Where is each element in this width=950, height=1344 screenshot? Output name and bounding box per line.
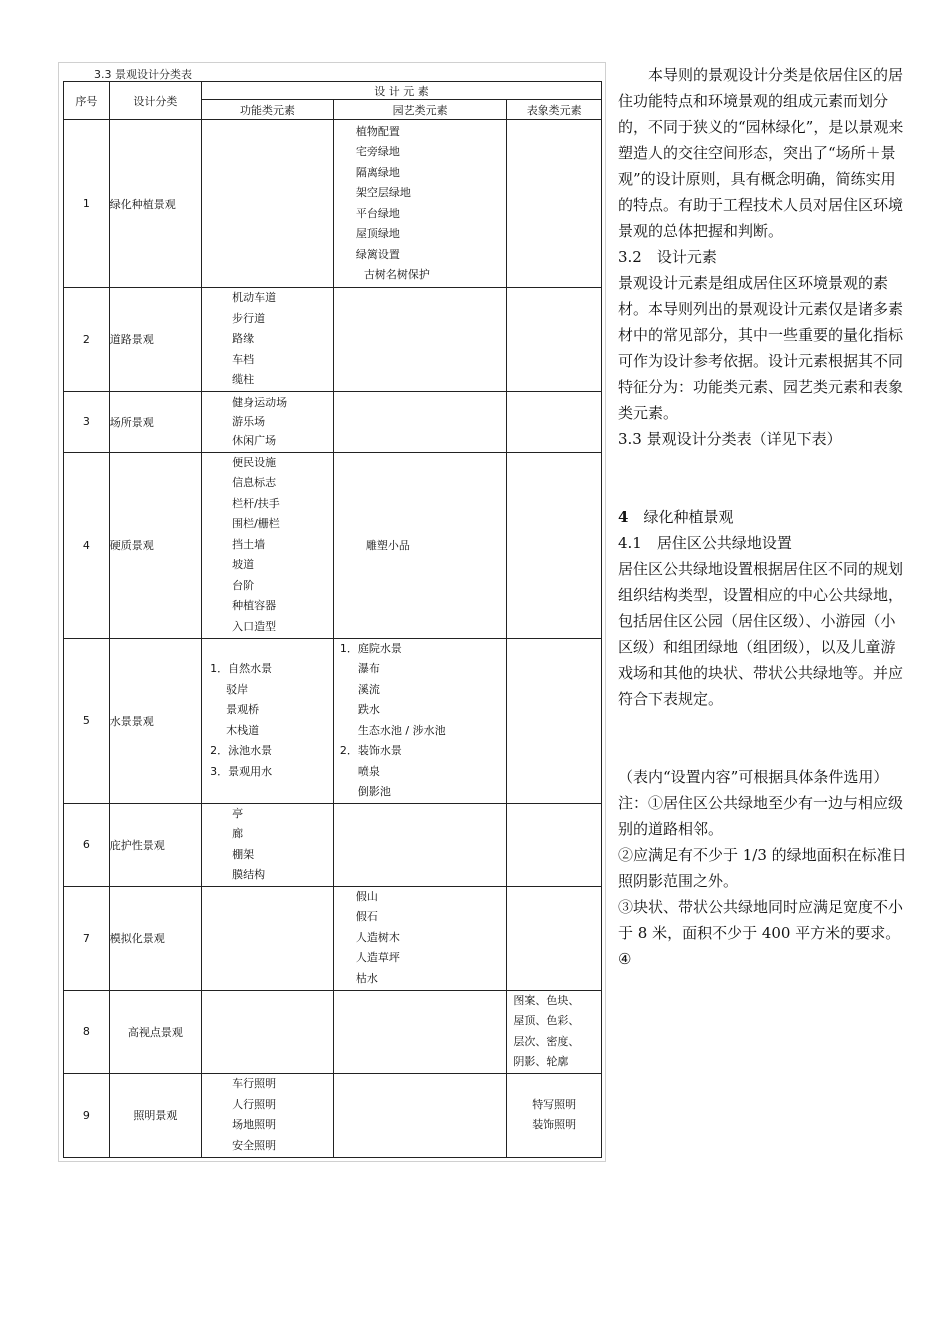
functional-item: 台阶	[232, 578, 255, 592]
garden-item: 雕塑小品	[365, 539, 410, 552]
row-no: 7	[64, 886, 110, 990]
garden-item: 倒影池	[357, 785, 391, 798]
row-category: 模拟化景观	[109, 886, 201, 990]
garden-item: 跌水	[357, 703, 380, 716]
table-row	[64, 1073, 602, 1157]
garden-cell	[333, 288, 506, 392]
row-category: 水景景观	[109, 638, 201, 803]
note-3: ③块状、带状公共绿地同时应满足宽度不小于 8 米，面积不少于 400 平方米的要求。	[618, 898, 904, 942]
header-elements: 设 计 元 素	[202, 82, 602, 100]
paragraph-public-green: 居住区公共绿地设置根据居住区不同的规划组织结构类型，设置相应的中心公共绿地，包括居住区公园（居住区级）、小游园（小区级）和组团绿地（组团级），以及儿童游戏场和其他的块状、带状公共绿地等。并应符合下表规定。	[618, 560, 904, 708]
garden-item: 溪流	[357, 682, 380, 696]
functional-item: 1．自然水景	[210, 662, 273, 675]
heading-4	[618, 504, 908, 530]
table-row	[64, 288, 602, 392]
header-symbolic: 表象类元素	[507, 100, 602, 120]
table-row	[64, 638, 602, 803]
garden-cell	[333, 391, 506, 452]
note-4: ④	[618, 950, 632, 968]
symbolic-cell	[507, 638, 602, 803]
functional-item: 驳岸	[226, 682, 249, 696]
paragraph-intro: 本导则的景观设计分类是依居住区的居住功能特点和环境景观的组成元素而划分的，不同于狭义的“园林绿化”，是以景观来塑造人的交往空间形态，突出了“场所＋景观”的设计原则，具有概念明确，简练实用的特点。有助于工程技术人员对居住区环境景观的总体把握和判断。	[618, 66, 904, 240]
row-category: 硬质景观	[109, 452, 201, 638]
symbolic-item: 特写照明	[532, 1097, 577, 1111]
functional-item: 缆柱	[232, 373, 255, 386]
garden-item: 屋顶绿地	[355, 227, 400, 240]
header-garden: 园艺类元素	[333, 100, 506, 120]
functional-item: 棚架	[232, 847, 255, 861]
header-functional: 功能类元素	[202, 100, 334, 120]
symbolic-cell	[507, 288, 602, 392]
garden-item: 瀑布	[357, 662, 380, 675]
functional-item: 2．泳池水景	[210, 744, 273, 757]
garden-cell	[333, 1073, 506, 1157]
paragraph-design-elements: 景观设计元素是组成居住区环境景观的素材。本导则列出的景观设计元素仅是诸多素材中的常见部分，其中一些重要的量化指标可作为设计参考依据。设计元素根据其不同特征分为：功能类元素、园艺类元素和表象类元素。	[618, 274, 904, 422]
symbolic-item: 屋顶、色彩、	[513, 1014, 580, 1027]
note-2: ②应满足有不少于 1/3 的绿地面积在标准日照阴影范围之外。	[618, 846, 907, 890]
functional-item: 亭	[232, 806, 244, 820]
row-no: 2	[64, 288, 110, 392]
symbolic-cell	[507, 452, 602, 638]
paragraph-table-note: （表内“设置内容”可根据具体条件选用）	[618, 768, 889, 786]
table-row	[64, 391, 602, 452]
garden-item: 2．装饰水景	[339, 744, 402, 757]
garden-item: 1．庭院水景	[339, 641, 402, 655]
functional-item: 围栏/栅栏	[232, 517, 280, 531]
row-no: 1	[64, 120, 110, 288]
garden-item: 绿篱设置	[355, 247, 400, 261]
table-row	[64, 990, 602, 1073]
functional-cell	[202, 120, 334, 288]
symbolic-item: 层次、密度、	[513, 1034, 580, 1048]
symbolic-cell	[507, 120, 602, 288]
garden-item: 平台绿地	[355, 206, 400, 220]
row-category: 场所景观	[109, 391, 201, 452]
row-category: 庇护性景观	[109, 803, 201, 886]
garden-item: 架空层绿地	[355, 186, 411, 199]
symbolic-item: 阴影、轮廓	[513, 1055, 569, 1068]
functional-item: 膜结构	[232, 868, 266, 881]
row-no: 5	[64, 638, 110, 803]
symbolic-cell	[507, 1073, 602, 1157]
functional-item: 种植容器	[232, 599, 277, 613]
symbolic-cell	[507, 803, 602, 886]
functional-cell	[202, 638, 334, 803]
garden-item: 人造草坪	[355, 951, 400, 965]
functional-cell	[202, 288, 334, 392]
functional-item: 场地照明	[232, 1118, 277, 1131]
row-no: 6	[64, 803, 110, 886]
functional-item: 景观桥	[226, 703, 260, 716]
functional-cell	[202, 1073, 334, 1157]
functional-item: 坡道	[232, 558, 255, 572]
heading-3-3: 3.3 景观设计分类表（详见下表）	[618, 430, 842, 448]
table-row	[64, 452, 602, 638]
symbolic-item: 图案、色块、	[513, 993, 580, 1007]
body-text-column	[618, 62, 908, 972]
garden-cell	[333, 638, 506, 803]
table-caption: 3.3 景观设计分类表	[94, 68, 192, 81]
garden-cell	[333, 803, 506, 886]
row-category: 照明景观	[109, 1073, 201, 1157]
symbolic-item: 装饰照明	[532, 1118, 577, 1131]
functional-cell	[202, 886, 334, 990]
heading-4-number: 4	[618, 508, 629, 526]
garden-item: 宅旁绿地	[355, 145, 400, 158]
garden-item: 生态水池 / 涉水池	[357, 723, 446, 737]
table-row	[64, 803, 602, 886]
row-no: 8	[64, 990, 110, 1073]
functional-item: 挡土墙	[232, 537, 266, 551]
garden-item: 植物配置	[355, 124, 400, 138]
heading-4-1: 4.1 居住区公共绿地设置	[618, 534, 792, 552]
functional-item: 廊	[232, 827, 244, 840]
functional-item: 3．景观用水	[210, 764, 273, 778]
garden-item: 隔离绿地	[355, 165, 400, 179]
garden-item: 人造树木	[355, 930, 400, 944]
functional-item: 步行道	[232, 311, 266, 325]
functional-item: 木栈道	[226, 723, 260, 737]
row-category: 绿化种植景观	[109, 120, 201, 288]
garden-item: 喷泉	[357, 764, 380, 778]
note-1: 注：①居住区公共绿地至少有一边与相应级别的道路相邻。	[618, 794, 904, 838]
symbolic-cell	[507, 886, 602, 990]
heading-3-2: 3.2 设计元素	[618, 248, 717, 266]
functional-cell	[202, 990, 334, 1073]
garden-item: 假石	[355, 910, 378, 924]
functional-item: 车档	[232, 352, 255, 366]
functional-item: 安全照明	[232, 1138, 277, 1152]
functional-cell	[202, 452, 334, 638]
functional-cell	[202, 391, 334, 452]
garden-cell	[333, 990, 506, 1073]
functional-item: 健身运动场	[232, 396, 288, 409]
garden-cell	[333, 886, 506, 990]
classification-table-figure	[58, 62, 606, 1162]
functional-item: 信息标志	[232, 476, 277, 490]
row-category: 道路景观	[109, 288, 201, 392]
symbolic-cell	[507, 391, 602, 452]
row-category: 高视点景观	[109, 990, 201, 1073]
functional-item: 车行照明	[232, 1077, 277, 1090]
garden-item: 枯水	[355, 971, 378, 985]
row-no: 3	[64, 391, 110, 452]
heading-4-text: 绿化种植景观	[628, 508, 734, 526]
functional-cell	[202, 803, 334, 886]
functional-item: 游乐场	[232, 415, 266, 428]
row-no: 4	[64, 452, 110, 638]
table-row	[64, 886, 602, 990]
garden-cell	[333, 120, 506, 288]
table-row	[64, 120, 602, 288]
landscape-classification-table	[63, 81, 602, 1158]
symbolic-cell	[507, 990, 602, 1073]
header-no: 序号	[64, 82, 110, 120]
garden-item: 假山	[355, 889, 378, 903]
functional-item: 机动车道	[232, 291, 277, 304]
functional-item: 栏杆/扶手	[232, 496, 280, 510]
row-no: 9	[64, 1073, 110, 1157]
functional-item: 路缘	[232, 332, 255, 345]
functional-item: 入口造型	[232, 619, 277, 633]
functional-item: 便民设施	[232, 455, 277, 469]
header-category: 设计分类	[109, 82, 201, 120]
garden-cell	[333, 452, 506, 638]
functional-item: 人行照明	[232, 1097, 277, 1111]
functional-item: 休闲广场	[232, 434, 277, 447]
garden-item: 古树名树保护	[363, 268, 430, 281]
